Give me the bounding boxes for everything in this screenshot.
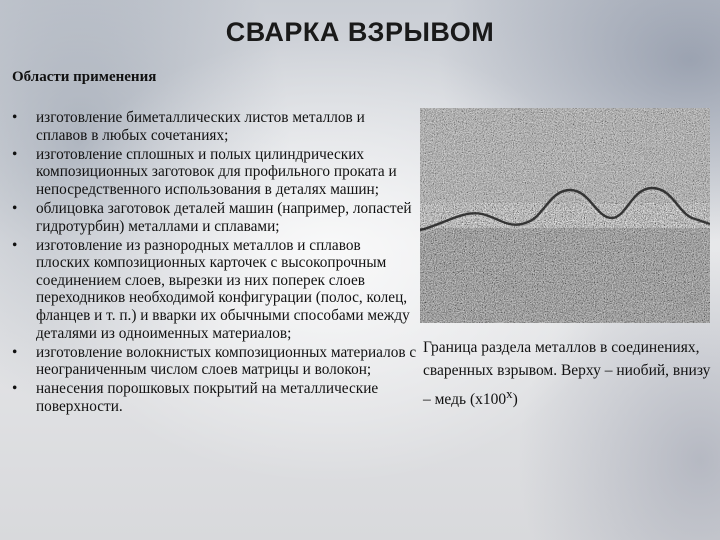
list-item xyxy=(12,237,417,343)
caption-closing: ) xyxy=(512,391,518,409)
list-item-text: изготовление волокнистых композиционных материалов с неограниченным числом слоев матрицы и волокон; xyxy=(36,343,417,379)
bullet-marker: • xyxy=(12,343,18,361)
list-item-text: изготовление биметаллических листов металлов и сплавов в любых сочетаниях; xyxy=(36,109,365,144)
slide-title: СВАРКА ВЗРЫВОМ xyxy=(225,17,495,47)
micrograph-image xyxy=(420,108,710,323)
list-item-text: облицовка заготовок деталей машин (например, лопастей гидротурбин) металлами и сплавами; xyxy=(36,199,412,235)
bullet-marker: • xyxy=(12,380,18,398)
application-list xyxy=(12,109,417,417)
caption-superscript: х xyxy=(506,386,513,401)
list-item-text: изготовление из разнородных металлов и сплавов плоских композиционных карточек с высокопрочным соединением слоев, вырезки из них поперек слоев переходников необходимой конфигурации (полос, колец, фланцев и т. п.) и вварки их обычными способами между деталями из одноименных материалов; xyxy=(36,236,410,342)
bullet-marker: • xyxy=(12,236,18,254)
list-item-text: изготовление сплошных и полых цилиндрических композиционных заготовок для профильного проката и непосредственного использования в деталях машин; xyxy=(36,145,397,198)
bullet-marker: • xyxy=(12,199,18,217)
bullet-marker: • xyxy=(12,145,18,163)
list-item xyxy=(12,146,417,199)
list-item xyxy=(12,200,417,235)
caption-text: Граница раздела металлов в соединениях, сваренных взрывом. Верху – ниобий, внизу – медь (х100 xyxy=(423,339,711,409)
list-item xyxy=(12,109,417,144)
micrograph-graphic xyxy=(420,108,710,323)
list-item xyxy=(12,344,417,379)
bullet-marker: • xyxy=(12,109,18,126)
list-item xyxy=(12,380,417,415)
section-subtitle: Области применения xyxy=(12,69,157,85)
micrograph-caption xyxy=(423,336,718,411)
list-item-text: нанесения порошковых покрытий на металлические поверхности. xyxy=(36,380,379,415)
